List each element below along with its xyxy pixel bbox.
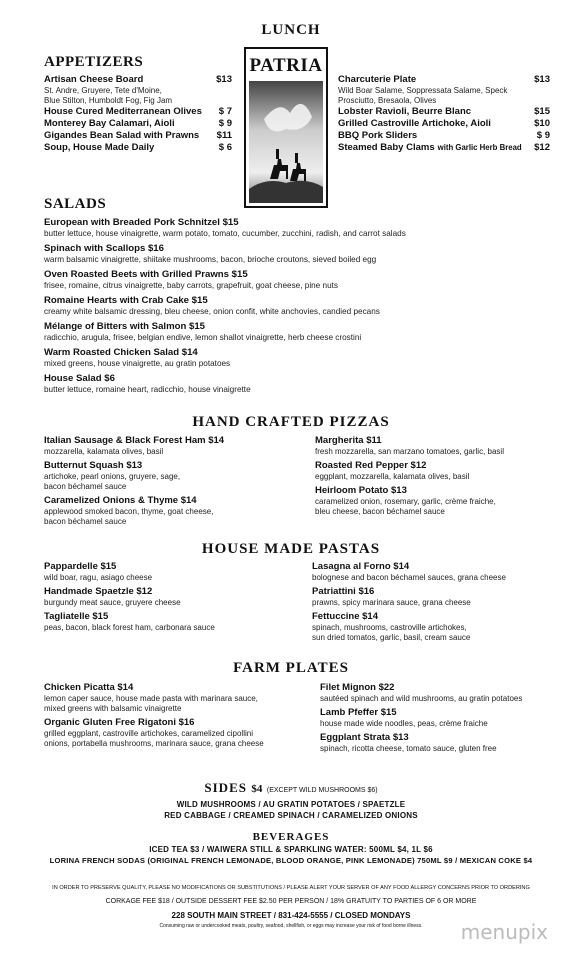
appetizer-item <box>338 142 550 154</box>
appetizer-name-note: with Garlic Herb Bread <box>437 143 522 152</box>
appetizers-right-column <box>338 74 550 154</box>
footer-notice: IN ORDER TO PRESERVE QUALITY, PLEASE NO MODIFICATIONS OR SUBSTITUTIONS / PLEASE ALERT YOUR SERVER OF ANY FOOD ALLERGY CONCERNS PRIOR TO ORDERING <box>52 885 530 891</box>
logo-title: PATRIA <box>249 55 323 76</box>
appetizers-heading: APPETIZERS <box>44 54 144 70</box>
pizza-description: applewood smoked bacon, thyme, goat cheese, bacon béchamel sauce <box>44 507 214 526</box>
beverages-heading: BEVERAGES <box>252 831 330 843</box>
sides-heading: SIDES <box>204 780 247 795</box>
appetizer-price: $ 9 <box>536 130 550 141</box>
farm-plate-name: Filet Mignon $22 <box>320 682 395 693</box>
appetizer-price: $ 6 <box>218 142 232 153</box>
farm-plate-name: Organic Gluten Free Rigatoni $16 <box>44 717 195 728</box>
appetizer-item <box>338 74 550 86</box>
salad-description: butter lettuce, romaine heart, radicchio, house vinaigrette <box>44 385 251 394</box>
horse-rider-illustration <box>246 49 326 206</box>
pastas-right-column <box>312 558 552 643</box>
pizza-name: Butternut Squash $13 <box>44 460 143 471</box>
farm-plate-description: house made wide noodles, peas, crème fraiche <box>320 719 488 728</box>
pasta-name: Pappardelle $15 <box>44 561 117 572</box>
pizza-name: Caramelized Onions & Thyme $14 <box>44 495 197 506</box>
sides-price: $4 <box>251 783 263 795</box>
appetizer-name: House Cured Mediterranean Olives <box>44 106 202 117</box>
beverages-line-1: ICED TEA $3 / WAIWERA STILL & SPARKLING WATER: 500ML $4, 1L $6 <box>149 845 433 854</box>
pizza-description: artichoke, pearl onions, gruyere, sage, bacon béchamel sauce <box>44 472 181 491</box>
salad-description: frisee, romaine, citrus vinaigrette, baby carrots, grapefruit, goat cheese, pine nuts <box>44 281 338 290</box>
pizza-description: caramelized onion, rosemary, garlic, crème fraiche, bleu cheese, bacon béchamel sauce <box>315 497 496 516</box>
pasta-description: spinach, mushrooms, castroville artichokes, sun dried tomatos, garlic, basil, cream sauce <box>312 623 471 642</box>
appetizer-item <box>338 130 550 142</box>
beverages-section <box>0 830 582 866</box>
pizza-name: Roasted Red Pepper $12 <box>315 460 427 471</box>
appetizer-price: $15 <box>534 106 550 117</box>
footer-warning: Consuming raw or undercooked meats, poultry, seafood, shellfish, or eggs may increase your risk of food borne illness. <box>159 923 423 929</box>
pasta-description: peas, bacon, black forest ham, carbonara sauce <box>44 623 215 632</box>
sides-note: (EXCEPT WILD MUSHROOMS $6) <box>266 787 378 794</box>
appetizer-name: Monterey Bay Calamari, Aioli <box>44 118 175 129</box>
farm-plate-description: sautéed spinach and wild mushrooms, au gratin potatoes <box>320 694 523 703</box>
appetizer-price: $13 <box>216 74 232 85</box>
appetizer-name: Artisan Cheese Board <box>44 74 144 85</box>
sides-line-1: WILD MUSHROOMS / AU GRATIN POTATOES / SPAETZLE <box>176 800 406 809</box>
appetizer-item <box>44 74 232 86</box>
farm-plate-description: spinach, ricotta cheese, tomato sauce, gluten free <box>320 744 497 753</box>
salad-description: creamy white balsamic dressing, bleu cheese, onion confit, white anchovies, candied pecans <box>44 307 380 316</box>
appetizer-name: Soup, House Made Daily <box>44 142 155 153</box>
patria-logo <box>244 47 328 208</box>
salad-name: Warm Roasted Chicken Salad $14 <box>44 347 198 358</box>
pasta-description: prawns, spicy marinara sauce, grana cheese <box>312 598 471 607</box>
sides-line-2: RED CABBAGE / CREAMED SPINACH / CARAMELIZED ONIONS <box>164 811 418 820</box>
farm-heading: FARM PLATES <box>233 660 349 676</box>
appetizer-name: Charcuterie Plate <box>338 74 417 85</box>
farm-right-column <box>320 679 560 754</box>
farm-plate-name: Chicken Picatta $14 <box>44 682 134 693</box>
pizzas-heading: HAND CRAFTED PIZZAS <box>192 414 390 430</box>
appetizer-name: Grilled Castroville Artichoke, Aioli <box>338 118 491 129</box>
pasta-description: wild boar, ragu, asiago cheese <box>44 573 153 582</box>
appetizer-item <box>338 106 550 118</box>
pizza-description: mozzarella, kalamata olives, basil <box>44 447 164 456</box>
salad-description: radicchio, arugula, frisee, belgian endive, lemon shallot vinaigrette, herb cheese crostini <box>44 333 362 342</box>
beverages-line-2: LORINA FRENCH SODAS (ORIGINAL FRENCH LEMONADE, BLOOD ORANGE, PINK LEMONADE) 750ML $9 / MEXICAN COKE $4 <box>49 856 533 865</box>
salad-name: European with Breaded Pork Schnitzel $15 <box>44 217 239 228</box>
pizzas-left-column <box>44 432 304 527</box>
pasta-description: burgundy meat sauce, gruyere cheese <box>44 598 181 607</box>
appetizer-item <box>44 130 232 142</box>
salad-name: Mélange of Bitters with Salmon $15 <box>44 321 205 332</box>
farm-left-column <box>44 679 314 749</box>
salad-name: Romaine Hearts with Crab Cake $15 <box>44 295 208 306</box>
pasta-name: Tagliatelle $15 <box>44 611 109 622</box>
appetizer-description: Wild Boar Salame, Soppressata Salame, Speck Prosciutto, Bresaola, Olives <box>338 86 508 105</box>
appetizer-name: Lobster Ravioli, Beurre Blanc <box>338 106 472 117</box>
appetizer-item <box>338 118 550 130</box>
pizza-name: Margherita $11 <box>315 435 382 446</box>
pastas-heading: HOUSE MADE PASTAS <box>201 541 381 557</box>
farm-plate-name: Lamb Pfeffer $15 <box>320 707 397 718</box>
appetizer-price: $10 <box>534 118 550 129</box>
salad-description: butter lettuce, house vinaigrette, warm potato, tomato, cucumber, zucchini, radish, and carrot salads <box>44 229 406 238</box>
appetizer-price: $12 <box>534 142 550 153</box>
salads-section <box>44 196 544 395</box>
pizza-name: Heirloom Potato $13 <box>315 485 407 496</box>
pasta-name: Handmade Spaetzle $12 <box>44 586 153 597</box>
footer-fees: CORKAGE FEE $18 / OUTSIDE DESSERT FEE $2.50 PER PERSON / 18% GRATUITY TO PARTIES OF 6 OR MORE <box>105 898 477 905</box>
appetizer-description: St. Andre, Gruyere, Tete d'Moine, Blue Stilton, Humboldt Fog, Fig Jam <box>44 86 173 105</box>
sides-section <box>0 780 582 821</box>
salad-name: Spinach with Scallops $16 <box>44 243 164 254</box>
appetizer-item <box>44 106 232 118</box>
farm-plate-description: grilled eggplant, castroville artichokes, caramelized cipollini onions, portabella mushrooms, marinara sauce, grana cheese <box>44 729 264 748</box>
appetizer-name: BBQ Pork Sliders <box>338 130 418 141</box>
appetizer-item <box>44 142 232 154</box>
pastas-left-column <box>44 558 304 633</box>
appetizer-price: $11 <box>216 130 232 141</box>
appetizer-price: $ 9 <box>218 118 232 129</box>
appetizers-left-column <box>44 54 232 154</box>
salad-description: mixed greens, house vinaigrette, au gratin potatoes <box>44 359 231 368</box>
footer-address: 228 SOUTH MAIN STREET / 831-424-5555 / CLOSED MONDAYS <box>171 911 411 920</box>
appetizer-name: Steamed Baby Clams with Garlic Herb Bread <box>338 142 522 153</box>
pasta-name: Patriattini $16 <box>312 586 375 597</box>
pasta-name: Fettuccine $14 <box>312 611 378 622</box>
appetizer-price: $13 <box>534 74 550 85</box>
salads-heading: SALADS <box>44 196 107 212</box>
farm-plate-name: Eggplant Strata $13 <box>320 732 409 743</box>
pizzas-right-column <box>315 432 555 517</box>
pizza-name: Italian Sausage & Black Forest Ham $14 <box>44 435 225 446</box>
salad-name: House Salad $6 <box>44 373 115 384</box>
menu-title: LUNCH <box>261 22 321 38</box>
menupix-watermark: menupix <box>460 920 548 944</box>
pizza-description: fresh mozzarella, san marzano tomatoes, garlic, basil <box>315 447 504 456</box>
salad-description: warm balsamic vinaigrette, shiitake mushrooms, bacon, brioche croutons, sieved boiled egg <box>44 255 377 264</box>
pizza-description: eggplant, mozzarella, kalamata olives, basil <box>315 472 470 481</box>
farm-plate-description: lemon caper sauce, house made pasta with marinara sauce, mixed greens with balsamic vinaigrette <box>44 694 258 713</box>
salad-name: Oven Roasted Beets with Grilled Prawns $15 <box>44 269 248 280</box>
appetizer-name: Gigandes Bean Salad with Prawns <box>44 130 200 141</box>
appetizer-item <box>44 118 232 130</box>
pasta-name: Lasagna al Forno $14 <box>312 561 410 572</box>
appetizer-price: $ 7 <box>218 106 232 117</box>
pasta-description: bolognese and bacon béchamel sauces, grana cheese <box>312 573 506 582</box>
